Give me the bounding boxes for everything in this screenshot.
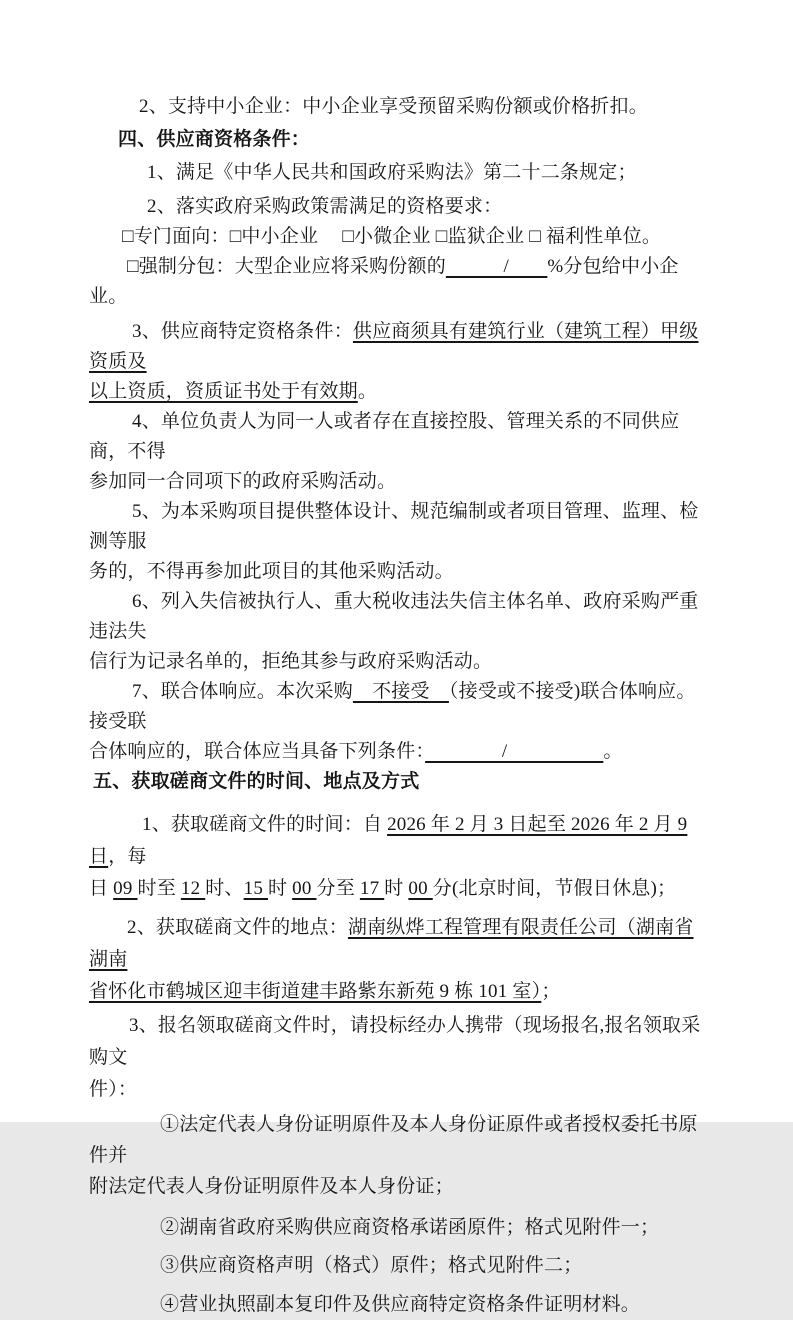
text-run: 中小企业	[241, 226, 343, 247]
text-run: 时、	[205, 878, 244, 899]
text-run: 合体响应的，联合体应当具备下列条件：	[89, 741, 426, 762]
section-4-heading	[89, 125, 711, 155]
text-run: 1、获取磋商文件的时间：自	[142, 814, 388, 835]
underlined-text: 12	[180, 878, 206, 899]
checkbox-empty-icon: □	[529, 226, 541, 247]
document-content	[89, 92, 711, 1320]
qualification-item-4	[89, 407, 711, 497]
carry-item-2	[89, 1212, 711, 1243]
section-5-heading	[89, 767, 711, 797]
underlined-text: 09	[113, 878, 138, 899]
text-run: 专门面向：	[133, 226, 230, 247]
underlined-text: 15	[243, 878, 268, 899]
text-run: 。	[603, 741, 623, 762]
text-run: 。	[357, 381, 378, 402]
obtain-location-item	[89, 912, 711, 1008]
underlined-text: 以上资质，资质证书处于有效期	[89, 381, 358, 402]
checkbox-empty-icon: □	[122, 226, 134, 247]
underlined-text: 供应商须具有建筑行业（建筑工程）甲级资质及	[89, 321, 699, 372]
qualification-item-1	[89, 158, 711, 188]
text-run: 5、为本采购项目提供整体设计、规范编制或者项目管理、监理、检测等服	[89, 501, 699, 552]
qualification-item-5	[89, 497, 711, 587]
qualification-item-7	[89, 677, 711, 767]
underlined-text: 00	[408, 878, 433, 899]
checkbox-empty-icon: □	[342, 226, 355, 247]
qualification-item-2	[89, 192, 711, 222]
text-run: 五、获取磋商文件的时间、地点及方式	[93, 771, 420, 792]
carry-item-1	[89, 1109, 711, 1202]
registration-item	[89, 1010, 711, 1106]
text-run: 3、供应商特定资格条件：	[132, 321, 353, 342]
text-run: 分至	[316, 878, 360, 899]
checkbox-empty-icon: □	[435, 226, 448, 247]
text-run: 6、列入失信被执行人、重大税收违法失信主体名单、政府采购严重违法失	[89, 591, 699, 642]
text-run: 时	[268, 878, 293, 899]
blank-underline-slash: /	[445, 256, 548, 277]
text-run: 监狱企业	[447, 226, 530, 247]
text-run: ①法定代表人身份证明原件及本人身份证原件或者授权委托书原件并	[89, 1114, 698, 1166]
text-run: ②湖南省政府采购供应商资格承诺函原件；格式见附件一；	[160, 1217, 660, 1238]
text-run: 日	[89, 878, 114, 899]
text-run: ④营业执照副本复印件及供应商特定资格条件证明材料。	[160, 1294, 641, 1315]
underlined-text: 2026 年 2 月 3 日起至 2026 年 2 月 9 日	[89, 814, 688, 867]
text-run: 分(北京时间，节假日休息)；	[432, 878, 677, 899]
text-run: %分包给中小企业。	[89, 256, 679, 307]
text-run: ，每	[108, 846, 147, 867]
text-run: 时至	[137, 878, 181, 899]
text-run: 7、联合体响应。本次采购	[132, 681, 353, 702]
text-run: 2、落实政府采购政策需满足的资格要求：	[147, 196, 503, 217]
text-run: 3、报名领取磋商文件时，请投标经办人携带（现场报名,报名领取采购文	[89, 1015, 701, 1068]
qualification-item-3	[89, 317, 711, 407]
joint-bid-answer: 不接受	[352, 681, 449, 702]
text-run: 小微企业	[354, 226, 436, 247]
text-run: 时	[384, 878, 409, 899]
checkbox-empty-icon: □	[229, 226, 242, 247]
underlined-text: 湖南纵烨工程管理有限责任公司（湖南省湖南	[89, 917, 694, 970]
checkbox-empty-icon: □	[127, 256, 139, 277]
underlined-text: 17	[359, 878, 385, 899]
carry-item-3	[89, 1250, 711, 1281]
text-run: 强制分包：大型企业应将采购份额的	[138, 256, 446, 277]
text-run: 信行为记录名单的，拒绝其参与政府采购活动。	[89, 651, 493, 672]
checkbox-line-targeted	[89, 222, 711, 252]
text-run: 务的，不得再参加此项目的其他采购活动。	[89, 561, 454, 582]
qualification-item-6	[89, 587, 711, 677]
underlined-text: 省怀化市鹤城区迎丰街道建丰路紫东新苑 9 栋 101 室）	[89, 981, 542, 1002]
text-run: 四、供应商资格条件：	[118, 129, 311, 150]
blank-underline-slash: /	[425, 741, 604, 762]
text-run: 参加同一合同项下的政府采购活动。	[89, 471, 397, 492]
checkbox-line-subcontract	[89, 252, 711, 312]
text-run: 福利性单位。	[540, 226, 662, 247]
text-run: 1、满足《中华人民共和国政府采购法》第二十二条规定；	[147, 162, 637, 183]
text-run: （接受或不接受)联合体响应。接受联	[89, 681, 696, 732]
text-run: ③供应商资格声明（格式）原件；格式见附件二；	[160, 1255, 583, 1276]
text-run: 附法定代表人身份证明原件及本人身份证；	[89, 1176, 454, 1197]
text-run: 2、支持中小企业：中小企业享受预留采购份额或价格折扣。	[139, 96, 648, 117]
carry-item-4	[89, 1289, 711, 1320]
text-run: ；	[541, 981, 561, 1002]
text-run: 2、获取磋商文件的地点：	[127, 917, 348, 938]
obtain-time-item	[89, 809, 711, 905]
item-support-sme	[89, 92, 711, 122]
underlined-text: 00	[292, 878, 317, 899]
text-run: 件）：	[89, 1079, 138, 1100]
text-run: 4、单位负责人为同一人或者存在直接控股、管理关系的不同供应商，不得	[89, 411, 680, 462]
